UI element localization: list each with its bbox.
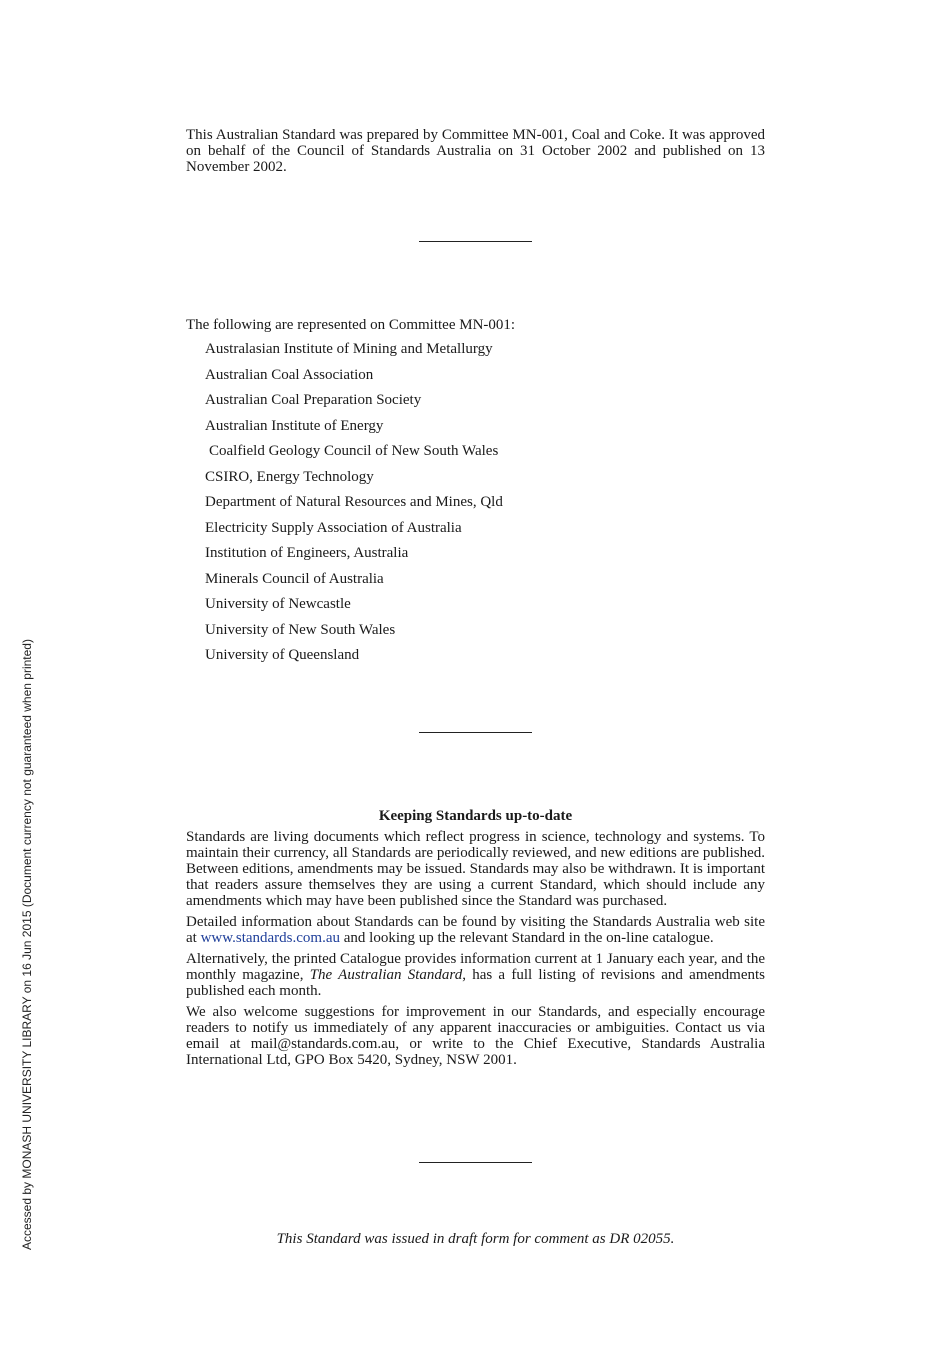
committee-member: Electricity Supply Association of Australia: [205, 519, 462, 536]
committee-member: University of Queensland: [205, 647, 360, 663]
committee-member: Australian Coal Preparation Society: [205, 392, 422, 408]
paragraph-living-documents: Standards are living documents which reflect progress in science, technology and systems. To maintain their currency, all Standards are periodically reviewed, and new editions are published. Between editions, amendments may be issued. Standards may also be withdrawn. It is important that readers assure themselves they are using a current Standard, which should include any amendments which may have been published since the Standard was purchased.: [186, 829, 765, 909]
committee-member: Department of Natural Resources and Mines, Qld: [205, 494, 503, 510]
keeping-standards-heading: Keeping Standards up-to-date: [378, 808, 573, 824]
approval-statement: This Australian Standard was prepared by Committee MN-001, Coal and Coke. It was approved on behalf of the Council of Standards Australia on 31 October 2002 and published on 13 November 2002.: [186, 127, 765, 175]
section-divider: [419, 732, 532, 733]
text-run: , has a full listing of revisions and amendments published each month.: [186, 967, 765, 999]
text-run: Alternatively, the printed Catalogue provides information current at 1 January each year, and the monthly magazine,: [186, 951, 765, 983]
paragraph-catalogue: [186, 951, 765, 999]
committee-member: University of Newcastle: [205, 596, 351, 612]
committee-member-list: [205, 340, 503, 672]
committee-member: Minerals Council of Australia: [205, 570, 384, 587]
standards-website-link[interactable]: www.standards.com.au: [200, 930, 340, 946]
section-divider: [419, 241, 532, 242]
committee-member: Institution of Engineers, Australia: [205, 545, 409, 561]
committee-member: Australian Coal Association: [205, 366, 374, 383]
committee-member: CSIRO, Energy Technology: [205, 468, 374, 485]
text-run: Detailed information about Standards can be found by visiting the Standards Australia web site at: [186, 914, 765, 946]
paragraph-contact: We also welcome suggestions for improvement in our Standards, and especially encourage readers to notify us immediately of any apparent inaccuracies or ambiguities. Contact us via email at mail@standards.com.au, or write to the Chief Executive, Standards Australia International Ltd, GPO Box 5420, Sydney, NSW 2001.: [186, 1004, 765, 1068]
committee-heading: The following are represented on Committee MN-001:: [186, 317, 516, 333]
magazine-title: The Australian Standard: [309, 967, 463, 983]
committee-member: Australasian Institute of Mining and Metallurgy: [205, 341, 493, 357]
committee-member: Australian Institute of Energy: [205, 417, 384, 434]
committee-member: University of New South Wales: [205, 621, 396, 638]
access-watermark: Accessed by MONASH UNIVERSITY LIBRARY on 16 Jun 2015 (Document currency not guaranteed when printed): [20, 639, 34, 1250]
text-run: and looking up the relevant Standard in the on-line catalogue.: [340, 930, 714, 946]
keeping-standards-body: [186, 829, 765, 1073]
committee-member: Coalfield Geology Council of New South Wales: [209, 443, 499, 459]
paragraph-website: [186, 914, 765, 946]
section-divider: [419, 1162, 532, 1163]
draft-note: This Standard was issued in draft form for comment as DR 02055.: [276, 1231, 675, 1247]
